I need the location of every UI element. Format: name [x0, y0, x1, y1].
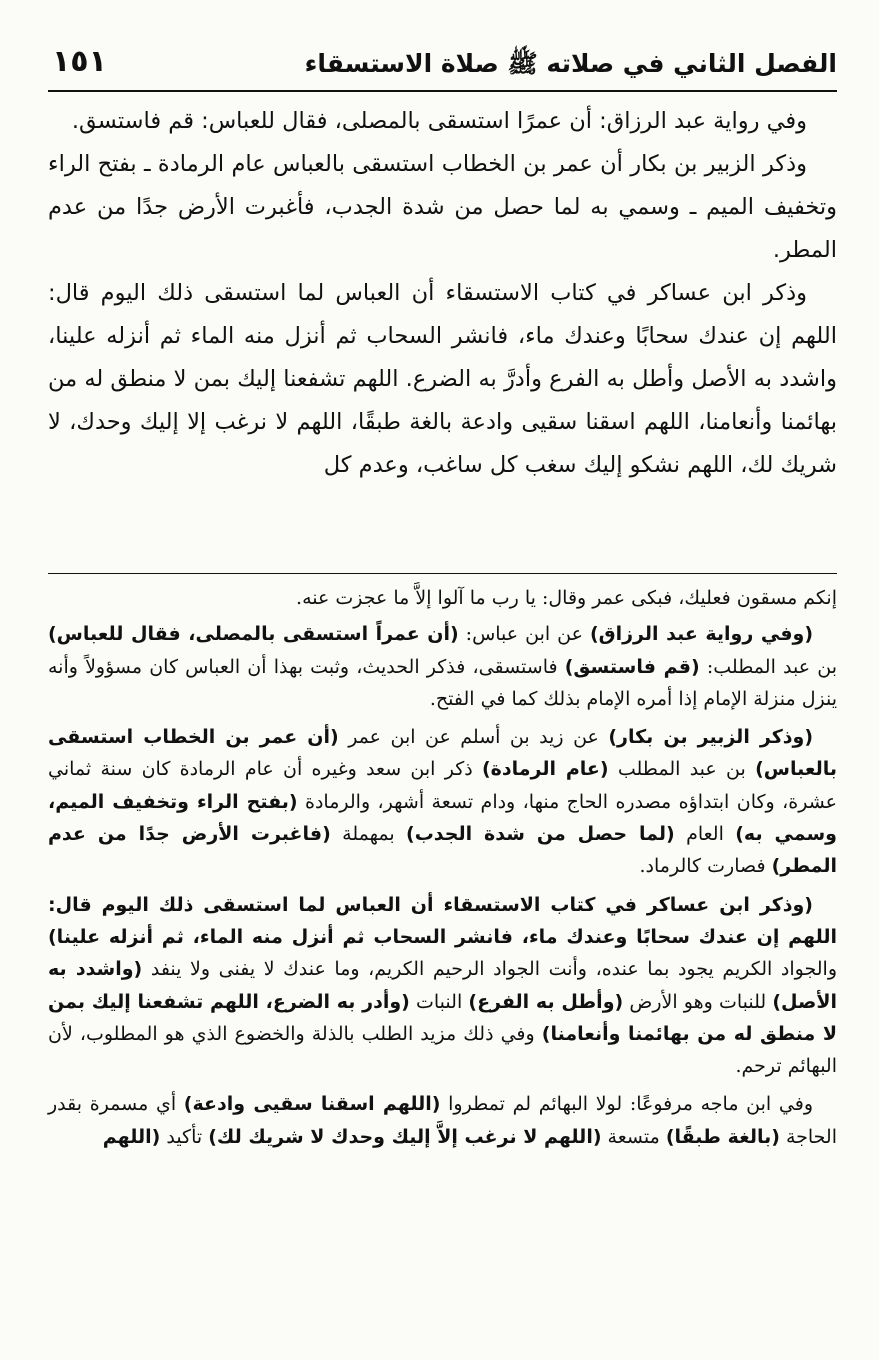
main-paragraph: وذكر ابن عساكر في كتاب الاستسقاء أن العباس لما استسقى ذلك اليوم قال: اللهم إن عندك سحابًا وعندك ماء، فانشر السحاب ثم أنزل منه الماء ثم أنزله علينا، واشدد به الأصل وأطل به الفرع وأدرَّ به الضرع. اللهم تشفعنا إليك بمن لا منطق له من بهائمنا وأنعامنا، اللهم اسقنا سقيى وادعة بالغة طبقًا، اللهم لا نرغب إلا إليك وحدك، لا شريك لك، اللهم نشكو إليك سغب كل ساغب، وعدم كل	[48, 280, 837, 478]
page-header	[48, 40, 837, 92]
running-title: الفصل الثاني في صلاته ﷺ صلاة الاستسقاء	[304, 49, 837, 78]
commentary-paragraph: وفي ابن ماجه مرفوعًا: لولا البهائم لم تمطروا (اللهم اسقنا سقيى وادعة) أي مسمرة بقدر الحاجة (بالغة طبقًا) متسعة (اللهم لا نرغب إلاَّ إليك وحدك لا شريك لك) تأكيد (اللهم	[48, 1093, 837, 1148]
main-paragraph: وذكر الزبير بن بكار أن عمر بن الخطاب استسقى بالعباس عام الرمادة ـ بفتح الراء وتخفيف الميم ـ وسمي به لما حصل من شدة الجدب، فأغبرت الأرض جدًا من عدم المطر.	[48, 151, 837, 263]
commentary-paragraph: إنكم مسقون فعليك، فبكى عمر وقال: يا رب ما آلوا إلاَّ ما عجزت عنه.	[296, 587, 837, 609]
commentary	[48, 582, 837, 1322]
commentary-paragraph: (وفي رواية عبد الرزاق) عن ابن عباس: (أن عمراً استسقى بالمصلى، فقال للعباس) بن عبد المطلب: (قم فاستسق) فاستسقى، فذكر الحديث، وثبت بهذا أن العباس كان مسؤولاً وأنه ينزل منزلة الإمام إذا أمره الإمام بذلك كما في الفتح.	[48, 623, 837, 710]
commentary-paragraph: (وذكر الزبير بن بكار) عن زيد بن أسلم عن ابن عمر (أن عمر بن الخطاب استسقى بالعباس) بن عبد المطلب (عام الرمادة) ذكر ابن سعد وغيره أن عام الرمادة كان سنة ثماني عشرة، وكان ابتداؤه مصدره الحاج منها، ودام تسعة أشهر، والرمادة (بفتح الراء وتخفيف الميم، وسمي به) العام (لما حصل من شدة الجدب) بمهملة (فاغبرت الأرض جدًا من عدم المطر) فصارت كالرماد.	[48, 726, 837, 878]
footnote-divider	[48, 573, 837, 574]
main-paragraph: وفي رواية عبد الرزاق: أن عمرًا استسقى بالمصلى، فقال للعباس: قم فاستسق.	[71, 108, 807, 134]
commentary-paragraph: (وذكر ابن عساكر في كتاب الاستسقاء أن العباس لما استسقى ذلك اليوم قال: اللهم إن عندك سحابًا وعندك ماء، فانشر السحاب ثم أنزل منه الماء، ثم أنزله علينا) والجواد الكريم يجود بما عنده، وأنت الجواد الرحيم الكريم، وما عندك لا يفنى ولا ينفد (واشدد به الأصل) للنبات وهو الأرض (وأطل به الفرع) النبات (وأدر به الضرع، اللهم تشفعنا إليك بمن لا منطق له من بهائمنا وأنعامنا) وفي ذلك مزيد الطلب بالذلة والخضوع الذي هو المطلوب، لأن البهائم ترحم.	[48, 893, 838, 1078]
main-text	[48, 100, 837, 560]
page-number: ١٥١	[52, 44, 107, 79]
